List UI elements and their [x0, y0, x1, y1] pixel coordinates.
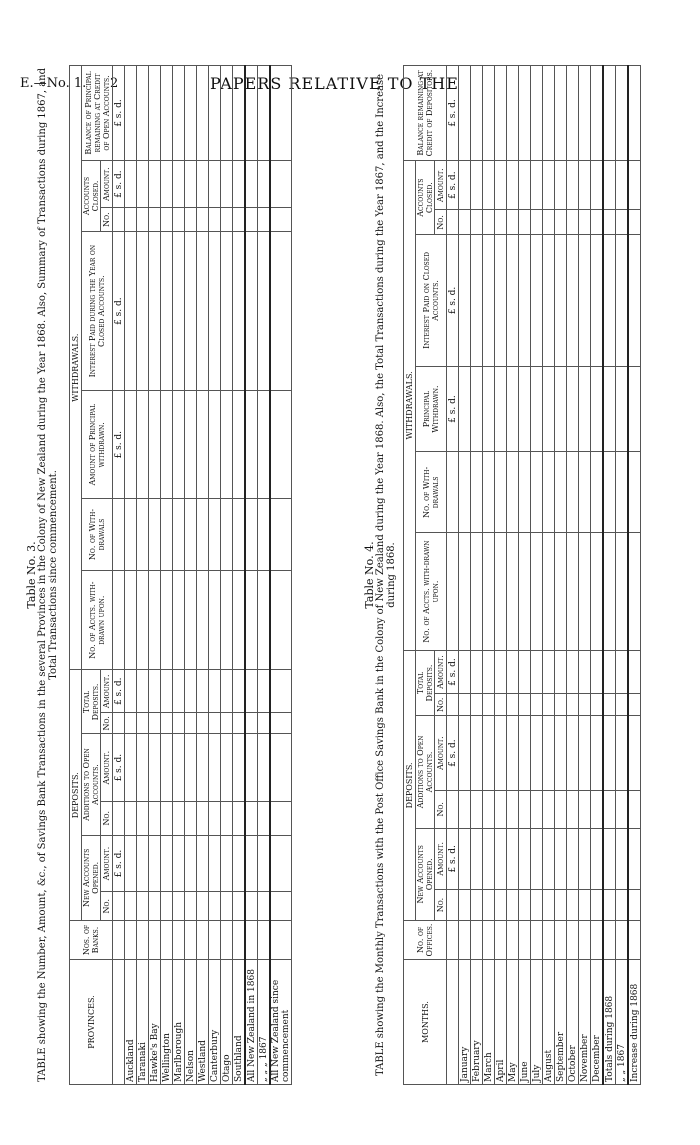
units-label: £ s. d.: [113, 66, 125, 161]
units-label: £ s. d.: [447, 650, 459, 694]
table-4: [403, 65, 641, 1085]
col-amount: Amount.: [435, 161, 447, 210]
col-interest: Interest Paid on Closed Accounts.: [416, 235, 447, 367]
month-name: December: [591, 960, 604, 1085]
table-row: [531, 66, 543, 1085]
month-name: September: [555, 960, 567, 1085]
province-name: Auckland: [125, 960, 137, 1085]
group-withdrawals: WITHDRAWALS.: [70, 66, 82, 670]
col-no-withdrawals: No. of With-drawals: [416, 452, 447, 533]
table-row: [555, 66, 567, 1085]
month-name: November: [579, 960, 591, 1085]
page-number: 2: [110, 76, 119, 91]
col-additions: Additions to Open Accounts.: [416, 716, 435, 828]
table-row: [185, 66, 197, 1085]
table-row: [567, 66, 579, 1085]
province-name: Nelson: [185, 960, 197, 1085]
table-row: [197, 66, 209, 1085]
table-row: [149, 66, 161, 1085]
col-balance: Balance of Principal remaining at Credit of Open Accounts.: [82, 66, 113, 161]
table-row: [459, 66, 471, 1085]
table-row: [591, 66, 604, 1085]
table3-caption: Table No. 3.: [25, 541, 38, 609]
month-name: October: [567, 960, 579, 1085]
col-amount: Amount.: [101, 670, 113, 713]
col-balance: Balance remaining at Credit of Depositors.: [404, 66, 447, 161]
col-new-accounts: New Accounts Opened.: [416, 828, 435, 920]
total-label: Increase during 1868: [628, 960, 641, 1085]
total-label: All New Zealand in 1868: [245, 960, 258, 1085]
units-label: £ s. d.: [113, 161, 125, 208]
table-row: [221, 66, 233, 1085]
document-reference: E.—No. 1.: [20, 76, 87, 91]
month-name: January: [459, 960, 471, 1085]
col-total-deposits: Total Deposits.: [82, 670, 101, 734]
units-label: £ s. d.: [447, 235, 459, 367]
col-banks: Nos. of Banks.: [70, 921, 113, 960]
units-label: £ s. d.: [447, 161, 459, 210]
units-label: £ s. d.: [447, 366, 459, 452]
table-row: [543, 66, 555, 1085]
table-row: [519, 66, 531, 1085]
col-months: MONTHS.: [404, 960, 447, 1085]
total-label: „ „ „ 1867: [258, 960, 271, 1085]
month-name: May: [507, 960, 519, 1085]
col-no: No.: [435, 210, 447, 235]
units-label: £ s. d.: [113, 734, 125, 801]
col-principal: Principal Withdrawn.: [416, 366, 447, 452]
table3-title: TABLE showing the Number, Amount, &c., of Savings Bank Transactions in the several Provinces in the Colony of New Zealand during the Year 1868. Also, Summary of Transactions during 1867, and Total Transactions since commencement.: [37, 67, 59, 1083]
col-amount: Amount.: [435, 650, 447, 694]
col-accounts-closed: Accounts Closed.: [416, 161, 435, 235]
total-label: Totals during 1868: [603, 960, 616, 1085]
col-no: No.: [435, 890, 447, 921]
total-label: „ „ 1867: [616, 960, 629, 1085]
table-row: [270, 66, 292, 1085]
col-no: No.: [101, 208, 113, 232]
col-province: PROVINCES.: [70, 960, 113, 1085]
col-amount: Amount.: [101, 161, 113, 208]
province-name: Hawke's Bay: [149, 960, 161, 1085]
col-no: No.: [101, 801, 113, 835]
col-additions: Additions to Open Accounts.: [82, 734, 101, 835]
col-amount: Amount.: [101, 734, 113, 801]
total-label: All New Zealand since commencement: [270, 960, 292, 1085]
month-name: February: [471, 960, 483, 1085]
province-name: Otago: [221, 960, 233, 1085]
col-amount-principal: Amount of Principal withdrawn.: [82, 391, 113, 499]
table-row: [137, 66, 149, 1085]
month-name: July: [531, 960, 543, 1085]
month-name: June: [519, 960, 531, 1085]
col-interest: Interest Paid during the Year on Closed Accounts.: [82, 231, 113, 390]
table-row: [628, 66, 641, 1085]
table-3: [69, 65, 292, 1085]
units-label: £ s. d.: [113, 391, 125, 499]
col-no-withdrawals: No. of With-drawals: [82, 499, 113, 571]
table4-title: TABLE showing the Monthly Transactions with the Post Office Savings Bank in the Colony of New Zealand during the Year 1868. Also, the Total Transactions during the Year 1867, and the Increase during 1868.: [375, 74, 397, 1077]
table-row: [507, 66, 519, 1085]
group-deposits: DEPOSITS.: [70, 670, 82, 921]
table-row: [483, 66, 495, 1085]
units-label: £ s. d.: [447, 716, 459, 791]
col-amount: Amount.: [435, 716, 447, 791]
running-title: PAPERS RELATIVE TO THE: [210, 74, 459, 93]
col-total-deposits: Total Deposits.: [416, 650, 435, 715]
col-no: No.: [101, 892, 113, 921]
units-label: £ s. d.: [447, 66, 459, 161]
month-name: August: [543, 960, 555, 1085]
province-name: Canterbury: [209, 960, 221, 1085]
col-no: No.: [435, 694, 447, 716]
table-row: [245, 66, 258, 1085]
province-name: Marlborough: [173, 960, 185, 1085]
units-label: £ s. d.: [113, 670, 125, 713]
table4-caption: Table No. 4.: [363, 541, 376, 609]
table-row: [495, 66, 507, 1085]
month-name: April: [495, 960, 507, 1085]
table-row: [233, 66, 246, 1085]
table-row: [471, 66, 483, 1085]
province-name: Westland: [197, 960, 209, 1085]
col-no: No.: [435, 791, 447, 829]
col-accounts-closed: Accounts Closed.: [82, 161, 101, 232]
province-name: Southland: [233, 960, 246, 1085]
units-label: £ s. d.: [113, 835, 125, 892]
col-new-accounts: New Accounts Opened.: [82, 835, 101, 920]
province-name: Taranaki: [137, 960, 149, 1085]
col-offices: No. of Offices.: [404, 921, 447, 960]
table-row: [125, 66, 137, 1085]
col-accts-withdrawn: No. of Accts. with-drawn upon.: [82, 570, 113, 670]
table-row: [258, 66, 271, 1085]
col-amount: Amount.: [435, 828, 447, 889]
units-label: £ s. d.: [447, 828, 459, 889]
rotated-page-content: [25, 65, 685, 1085]
col-accts-withdrawn: No. of Accts. with-drawn upon.: [416, 533, 447, 651]
table-row: [209, 66, 221, 1085]
month-name: March: [483, 960, 495, 1085]
units-label: £ s. d.: [113, 231, 125, 390]
col-no: No.: [101, 713, 113, 734]
table-row: [579, 66, 591, 1085]
table-row: [616, 66, 629, 1085]
table-row: [161, 66, 173, 1085]
group-deposits: DEPOSITS.: [404, 650, 416, 920]
group-withdrawals: WITHDRAWALS.: [404, 161, 416, 651]
col-amount: Amount.: [101, 835, 113, 892]
table-row: [603, 66, 616, 1085]
province-name: Wellington: [161, 960, 173, 1085]
table-row: [173, 66, 185, 1085]
